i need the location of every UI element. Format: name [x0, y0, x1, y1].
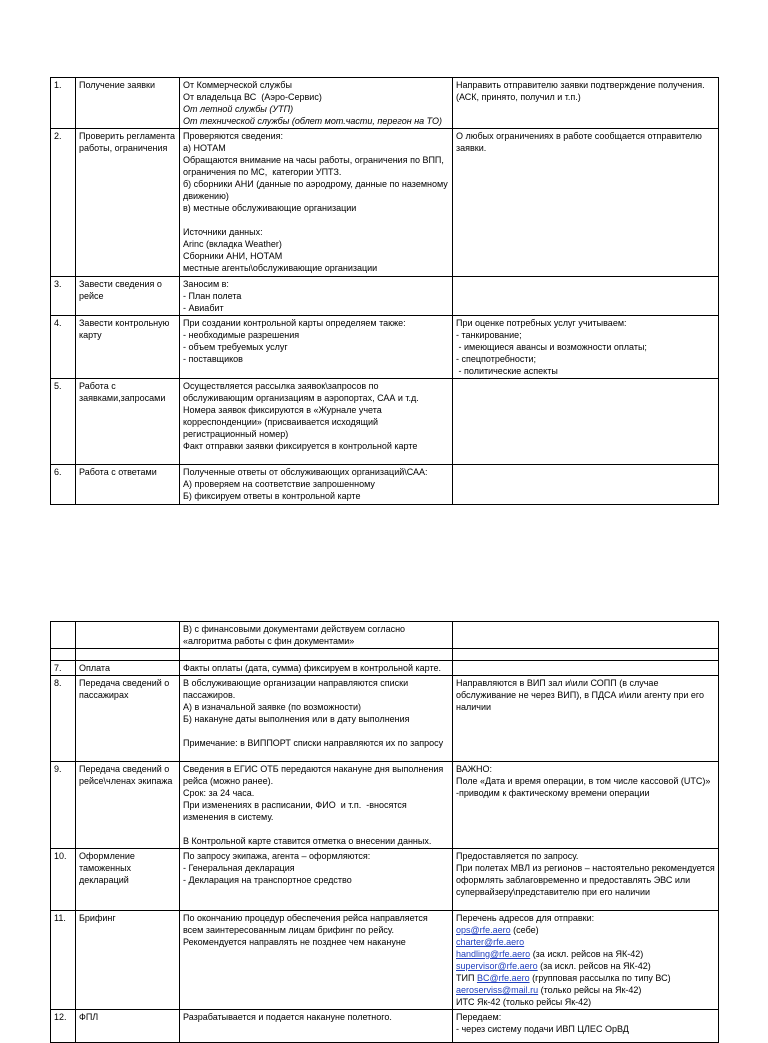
step-title: Оформление таможенных деклараций — [76, 849, 180, 911]
line-text: Заносим в: — [183, 279, 229, 289]
cell-line — [456, 948, 715, 960]
line-text: Б) фиксируем ответы в контрольной карте — [183, 491, 361, 501]
step-description — [180, 129, 453, 277]
row-number: 5. — [51, 379, 76, 465]
table-row — [51, 1010, 719, 1043]
row-number: 9. — [51, 762, 76, 849]
spacer-row — [51, 649, 719, 661]
line-text: Полученные ответы от обслуживающих организаций\САА: — [183, 467, 428, 477]
step-note — [453, 1010, 719, 1043]
line-text: По запросу экипажа, агента – оформляются: — [183, 851, 371, 861]
cell-line — [183, 130, 449, 142]
line-text: (себе) — [510, 925, 539, 935]
line-text: При создании контрольной карты определяем также: — [183, 318, 406, 328]
row-number: 1. — [51, 78, 76, 129]
table-row — [51, 129, 719, 277]
cell-line — [183, 787, 449, 799]
cell-line — [183, 478, 449, 490]
line-text: (за искл. рейсов на ЯК-42) — [537, 961, 651, 971]
line-text: Источники данных: — [183, 227, 263, 237]
line-text — [183, 726, 186, 736]
line-text: Проверяются сведения: — [183, 131, 284, 141]
cell-line — [183, 701, 449, 713]
row-number: 12. — [51, 1010, 76, 1043]
step-description — [180, 465, 453, 505]
spacer-cell — [76, 649, 180, 661]
step-description — [180, 661, 453, 676]
row-number: 11. — [51, 911, 76, 1010]
line-text: - необходимые разрешения — [183, 330, 300, 340]
cell-line — [183, 262, 449, 274]
step-title: Завести сведения о рейсе — [76, 277, 180, 316]
procedure-table-part-1 — [50, 77, 719, 505]
line-text: - Генеральная декларация — [183, 863, 295, 873]
step-title: Работа с ответами — [76, 465, 180, 505]
procedure-table-part-2 — [50, 621, 719, 1043]
step-description — [180, 1010, 453, 1043]
cell-line — [183, 341, 449, 353]
step-title: Получение заявки — [76, 78, 180, 129]
line-text: ВАЖНО: — [456, 764, 493, 774]
line-text: Примечание: в ВИППОРТ списки направляются их по запросу — [183, 738, 444, 748]
cell-line — [456, 924, 715, 936]
cell-line — [183, 677, 449, 701]
line-text: - объем требуемых услуг — [183, 342, 288, 352]
cell-line — [183, 91, 449, 103]
line-text: А) в изначальной заявке (по возможности) — [183, 702, 362, 712]
row-number: 10. — [51, 849, 76, 911]
cell-line — [183, 763, 449, 787]
cell-line — [456, 972, 715, 984]
line-text: - Авиабит — [183, 303, 224, 313]
row-number: 2. — [51, 129, 76, 277]
cell-line — [183, 936, 449, 948]
line-text: Поле «Дата и время операции, в том числе кассовой (UTC)» -приводим к фактическому времени операции — [456, 776, 713, 798]
line-text: При полетах МВЛ из регионов – настоятельно рекомендуется оформлять заблаговременно и предоставлять ЭВС или супервайзеру\представителю при его наличии — [456, 863, 718, 897]
cell-line — [456, 775, 715, 799]
spacer-cell — [180, 649, 453, 661]
line-text — [183, 824, 186, 834]
line-text: Факт отправки заявки фиксируется в контрольной карте — [183, 441, 418, 451]
line-text: - спецпотребности; — [456, 354, 537, 364]
cell-line — [183, 154, 449, 178]
line-text: местные агенты\обслуживающие организации — [183, 263, 378, 273]
cell-line — [183, 317, 449, 329]
cell-line — [183, 850, 449, 862]
table-row — [51, 762, 719, 849]
line-text: (АСК, принято, получил и т.п.) — [456, 92, 581, 102]
table-row — [51, 78, 719, 129]
line-text: При оценке потребных услуг учитываем: — [456, 318, 627, 328]
continuation-num-cell — [51, 622, 76, 649]
cell-line — [456, 353, 715, 365]
continuation-title-cell — [76, 622, 180, 649]
step-note — [453, 762, 719, 849]
cell-line — [183, 440, 449, 452]
cell-line — [456, 960, 715, 972]
line-text: - танкирование; — [456, 330, 522, 340]
line-text: Передаем: — [456, 1012, 502, 1022]
cell-line — [183, 178, 449, 202]
table-row — [51, 277, 719, 316]
line-text: Осуществляется рассылка заявок\запросов по обслуживающим организациям в аэропортах, САА и т.д. — [183, 381, 419, 403]
cell-line — [456, 329, 715, 341]
line-text: (за искл. рейсов на ЯК-42) — [530, 949, 644, 959]
line-text: Предоставляется по запросу. — [456, 851, 579, 861]
step-note — [453, 661, 719, 676]
cell-line — [456, 996, 715, 1008]
line-text: Разрабатывается и подается накануне полетного. — [183, 1012, 392, 1022]
cell-line — [183, 302, 449, 314]
spacer-cell — [51, 649, 76, 661]
line-text: От летной службы (УТП) — [183, 104, 294, 114]
step-description — [180, 316, 453, 379]
line-text: В) с финансовыми документами действуем согласно «алгоритма работы с фин документами» — [183, 624, 408, 646]
row-number: 7. — [51, 661, 76, 676]
step-note — [453, 911, 719, 1010]
line-text: Направляются в ВИП зал и\или СОПП (в случае обслуживание не через ВИП), в ПДСА и\или агенту при его наличии — [456, 678, 707, 712]
table-row — [51, 849, 719, 911]
cell-line — [183, 737, 449, 749]
cell-line — [183, 835, 449, 847]
cell-line — [456, 365, 715, 377]
cell-line — [183, 725, 449, 737]
step-note — [453, 129, 719, 277]
table-row — [51, 676, 719, 762]
table-row — [51, 316, 719, 379]
line-prefix: ТИП — [456, 973, 477, 983]
table1-body — [51, 78, 719, 505]
line-text: А) проверяем на соответствие запрошенному — [183, 479, 375, 489]
step-description — [180, 762, 453, 849]
line-text: - политические аспекты — [456, 366, 558, 376]
line-text: Рекомендуется направлять не позднее чем накануне — [183, 937, 406, 947]
step-description — [180, 849, 453, 911]
line-text: Факты оплаты (дата, сумма) фиксируем в контрольной карте. — [183, 663, 442, 673]
row-number: 8. — [51, 676, 76, 762]
line-text: От Коммерческой службы — [183, 80, 292, 90]
line-text: Срок: за 24 часа. — [183, 788, 255, 798]
cell-line — [183, 380, 449, 404]
line-text: От технической службы (облет мот.части, перегон на ТО) — [183, 116, 442, 126]
table-row — [51, 911, 719, 1010]
line-text: Сведения в ЕГИС ОТБ передаются накануне дня выполнения рейса (можно ранее). — [183, 764, 446, 786]
line-text: - через систему подачи ИВП ЦЛЕС ОрВД — [456, 1024, 629, 1034]
cell-line — [183, 214, 449, 226]
step-note — [453, 465, 719, 505]
step-description — [180, 911, 453, 1010]
cell-line — [183, 202, 449, 214]
email-link[interactable]: handling@rfe.aero — [456, 949, 531, 959]
step-title: Передача сведений о рейсе\членах экипажа — [76, 762, 180, 849]
spacer-cell — [453, 649, 719, 661]
step-description — [180, 78, 453, 129]
step-title: Завести контрольную карту — [76, 316, 180, 379]
step-note — [453, 849, 719, 911]
cell-line — [183, 115, 449, 127]
step-note — [453, 277, 719, 316]
cell-line — [183, 353, 449, 365]
line-text: По окончанию процедур обеспечения рейса направляется всем заинтересованным лицам брифинг по рейсу. — [183, 913, 431, 935]
cell-line — [183, 823, 449, 835]
cell-line — [456, 1023, 715, 1035]
line-text — [183, 215, 186, 225]
step-title: ФПЛ — [76, 1010, 180, 1043]
cell-line — [456, 850, 715, 862]
cell-line — [183, 79, 449, 91]
line-text: в) местные обслуживающие организации — [183, 203, 357, 213]
cell-line — [456, 862, 718, 898]
cell-line — [456, 936, 715, 948]
cell-line — [183, 912, 449, 936]
cell-line — [183, 238, 449, 250]
cell-line — [456, 1011, 715, 1023]
line-text: б) сборники АНИ (данные по аэродрому, данные по наземному движению) — [183, 179, 451, 201]
cell-line — [183, 1011, 449, 1023]
table-row — [51, 465, 719, 505]
line-text: - План полета — [183, 291, 242, 301]
line-text: ИТС Як-42 (только рейсы Як-42) — [456, 997, 592, 1007]
step-title: Оплата — [76, 661, 180, 676]
cell-line — [456, 984, 715, 996]
cell-line — [183, 662, 449, 674]
cell-line — [183, 404, 449, 440]
cell-line — [183, 623, 449, 647]
step-title: Передача сведений о пассажирах — [76, 676, 180, 762]
email-link[interactable]: supervisor@rfe.aero — [456, 961, 538, 971]
line-text: В обслуживающие организации направляются списки пассажиров. — [183, 678, 411, 700]
line-text: Arinc (вкладка Weather) — [183, 239, 282, 249]
step-description — [180, 676, 453, 762]
line-text: Номера заявок фиксируются в «Журнале учета корреспонденции» (присваивается исходящий регистрационный номер) — [183, 405, 385, 439]
line-text: а) НОТАМ — [183, 143, 226, 153]
line-text: (групповая рассылка по типу ВС) — [529, 973, 671, 983]
cell-line — [456, 912, 715, 924]
cell-line — [183, 874, 449, 886]
line-text: В Контрольной карте ставится отметка о внесении данных. — [183, 836, 432, 846]
cell-line — [183, 799, 449, 823]
step-description — [180, 379, 453, 465]
continuation-note-cell — [453, 622, 719, 649]
cell-line — [456, 317, 715, 329]
cell-line — [183, 226, 449, 238]
email-link[interactable]: aeroserviss@mail.ru — [456, 985, 539, 995]
email-link[interactable]: charter@rfe.aero — [456, 937, 525, 947]
row-number: 6. — [51, 465, 76, 505]
step-note — [453, 676, 719, 762]
step-description — [180, 277, 453, 316]
cell-line — [183, 103, 449, 115]
step-note — [453, 78, 719, 129]
cell-line — [456, 130, 715, 154]
line-text: Перечень адресов для отправки: — [456, 913, 595, 923]
cell-line — [183, 142, 449, 154]
cell-line — [456, 341, 715, 353]
line-text: От владельца ВС (Аэро-Сервис) — [183, 92, 322, 102]
table-row — [51, 379, 719, 465]
cell-line — [456, 677, 715, 713]
continuation-body-cell — [180, 622, 453, 649]
step-note — [453, 379, 719, 465]
cell-line — [456, 763, 715, 775]
cell-line — [183, 490, 449, 502]
line-text: Направить отправителю заявки подтверждение получения. — [456, 80, 705, 90]
line-text: - Декларация на транспортное средство — [183, 875, 352, 885]
line-text: - поставщиков — [183, 354, 243, 364]
continuation-row — [51, 622, 719, 649]
line-text: При изменениях в расписании, ФИО и т.п. -вносятся изменения в систему. — [183, 800, 410, 822]
step-title: Работа с заявками,запросами — [76, 379, 180, 465]
step-note — [453, 316, 719, 379]
email-link[interactable]: BC@rfe.aero — [476, 973, 530, 983]
row-number: 4. — [51, 316, 76, 379]
cell-line — [456, 79, 715, 91]
cell-line — [183, 250, 449, 262]
cell-line — [183, 862, 449, 874]
email-link[interactable]: ops@rfe.aero — [456, 925, 511, 935]
cell-line — [183, 329, 449, 341]
line-text: Б) накануне даты выполнения или в дату выполнения — [183, 714, 410, 724]
line-text: Сборники АНИ, НОТАМ — [183, 251, 283, 261]
row-number: 3. — [51, 277, 76, 316]
cell-line — [183, 713, 449, 725]
step-title: Брифинг — [76, 911, 180, 1010]
cell-line — [183, 278, 449, 290]
table-row — [51, 661, 719, 676]
step-title: Проверить регламента работы, ограничения — [76, 129, 180, 277]
table2-body — [51, 622, 719, 1043]
line-text: - имеющиеся авансы и возможности оплаты; — [456, 342, 647, 352]
cell-line — [183, 466, 449, 478]
cell-line — [183, 290, 449, 302]
line-text: О любых ограничениях в работе сообщается отправителю заявки. — [456, 131, 705, 153]
line-text: Обращаются внимание на часы работы, ограничения по ВПП, ограничения по МС, категории УПТЗ. — [183, 155, 447, 177]
line-text: (только рейсы на Як-42) — [538, 985, 642, 995]
cell-line — [456, 91, 715, 103]
